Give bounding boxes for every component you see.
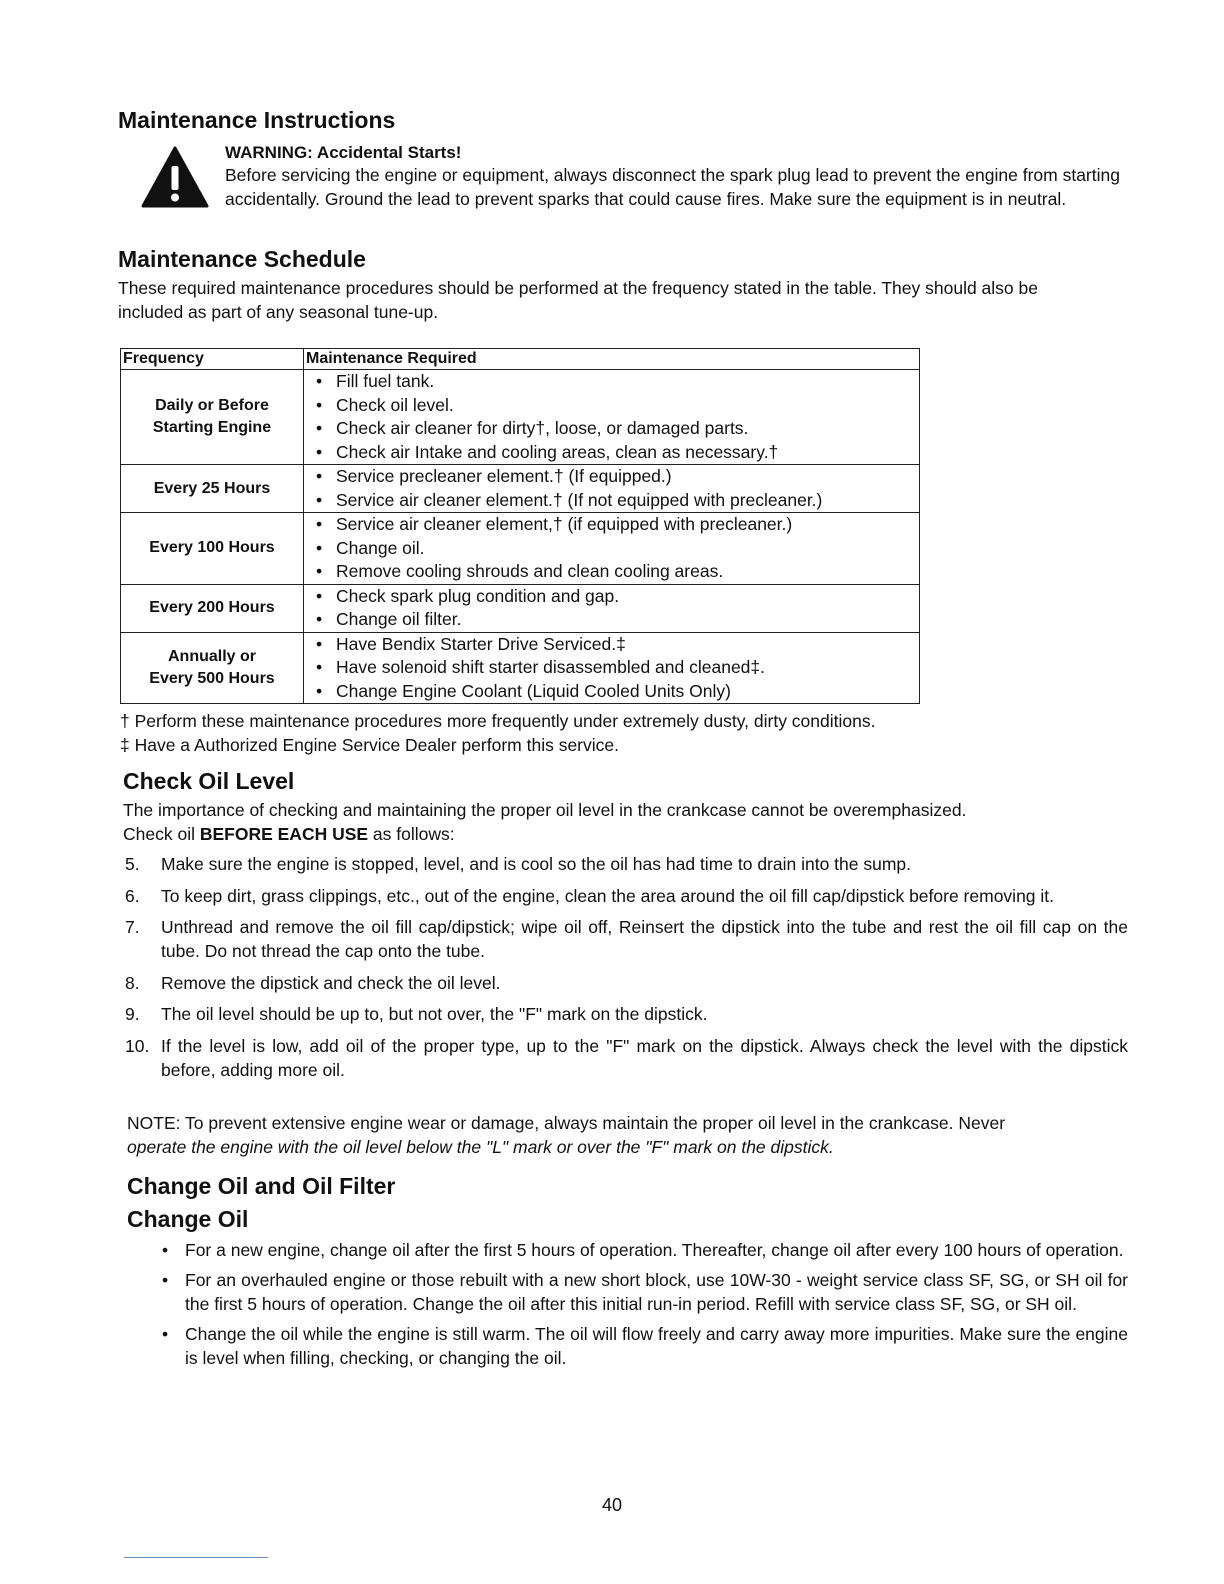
- frequency-cell: [121, 632, 304, 704]
- maintenance-list: [316, 513, 919, 584]
- maintenance-item: • Have solenoid shift starter disassembled and cleaned‡.: [316, 656, 919, 680]
- step-text: Make sure the engine is stopped, level, and is cool so the oil has had time to drain into the sump.: [161, 854, 912, 874]
- bullet-dot-icon: •: [162, 1270, 169, 1290]
- step-number: 5.: [125, 854, 140, 874]
- step-number: 9.: [125, 1004, 140, 1024]
- frequency-cell: [121, 513, 304, 585]
- frequency-cell: [121, 370, 304, 465]
- frequency-cell: [121, 584, 304, 632]
- maintenance-item: • Service air cleaner element,† (if equipped with precleaner.): [316, 513, 919, 537]
- maintenance-item: • Change Engine Coolant (Liquid Cooled Units Only): [316, 680, 919, 704]
- maintenance-instructions-heading: Maintenance Instructions: [118, 107, 396, 133]
- check-oil-intro-line1: The importance of checking and maintaining the proper oil level in the crankcase cannot be overemphasized.: [123, 800, 967, 820]
- bullet-text: Change the oil while the engine is still warm. The oil will flow freely and carry away more impurities. Make sure the engine is level when filling, checking, or changing the oil.: [185, 1324, 1128, 1368]
- table-header-row: [121, 349, 920, 370]
- frequency-text: Every 500 Hours: [149, 669, 275, 687]
- change-oil-and-filter-heading: Change Oil and Oil Filter: [127, 1173, 396, 1199]
- oil-note-line2: operate the engine with the oil level below the "L" mark or over the "F" mark on the dipstick.: [127, 1137, 834, 1157]
- change-oil-subheading: Change Oil: [127, 1206, 249, 1232]
- table-row: [121, 513, 920, 585]
- maintenance-schedule-table: [120, 348, 920, 704]
- oil-note-line1: NOTE: To prevent extensive engine wear or damage, always maintain the proper oil level in the crankcase. Never: [127, 1113, 1006, 1133]
- maintenance-item: • Check spark plug condition and gap.: [316, 585, 919, 609]
- check-oil-intro-suffix: as follows:: [368, 824, 455, 844]
- maintenance-item: • Fill fuel tank.: [316, 370, 919, 394]
- list-item: [123, 884, 1128, 908]
- maintenance-list: [316, 370, 919, 464]
- list-item: [160, 1268, 1128, 1316]
- maintenance-item: • Check oil level.: [316, 394, 919, 418]
- maintenance-list: [316, 633, 919, 704]
- page-number: 40: [601, 1495, 623, 1515]
- bullet-text: For an overhauled engine or those rebuilt with a new short block, use 10W-30 - weight service class SF, SG, or SH oil for the first 5 hours of operation. Change the oil after this initial run-in period. Refill with service class SF, SG, or SH oil.: [185, 1270, 1128, 1314]
- footnote-dagger: † Perform these maintenance procedures more frequently under extremely dusty, dirty conditions.: [120, 711, 876, 731]
- column-header-frequency: Frequency: [121, 349, 304, 370]
- step-number: 8.: [125, 972, 140, 993]
- warning-heading: WARNING: Accidental Starts!: [225, 143, 462, 162]
- maintenance-item: • Have Bendix Starter Drive Serviced.‡: [316, 633, 919, 657]
- schedule-table-body: [121, 370, 920, 704]
- step-number: 7.: [125, 917, 140, 937]
- footnote-double-dagger: ‡ Have a Authorized Engine Service Dealer perform this service.: [120, 735, 619, 755]
- step-text: Remove the dipstick and check the oil level.: [161, 972, 501, 993]
- step-number: 6.: [125, 885, 140, 906]
- frequency-text: Daily or Before: [155, 397, 269, 414]
- check-oil-level-heading: Check Oil Level: [123, 768, 295, 794]
- column-header-maintenance-required: Maintenance Required: [304, 349, 920, 370]
- list-item: [123, 1002, 1128, 1026]
- maintenance-item: • Check air cleaner for dirty†, loose, or damaged parts.: [316, 417, 919, 441]
- maintenance-cell: [304, 465, 920, 513]
- step-number: 10.: [125, 1035, 150, 1056]
- change-oil-bullets: [160, 1238, 1128, 1376]
- warning-body: Before servicing the engine or equipment, always disconnect the spark plug lead to prevent the engine from starting accidentally. Ground the lead to prevent sparks that could cause fires. Make sure the equipment is in neutral.: [225, 165, 1120, 209]
- frequency-text: Every 200 Hours: [149, 599, 275, 616]
- oil-note: [127, 1111, 1127, 1159]
- list-item: [160, 1322, 1128, 1370]
- frequency-text: Every 25 Hours: [153, 479, 271, 497]
- table-row: [121, 370, 920, 465]
- step-text: Unthread and remove the oil fill cap/dipstick; wipe oil off, Reinsert the dipstick into the tube and rest the oil fill cap on the tube. Do not thread the cap onto the tube.: [161, 917, 1128, 961]
- check-oil-steps: [123, 852, 1128, 1089]
- maintenance-item: • Remove cooling shrouds and clean cooling areas.: [316, 560, 919, 584]
- bullet-dot-icon: •: [162, 1240, 169, 1260]
- maintenance-cell: [304, 513, 920, 585]
- table-row: [121, 632, 920, 704]
- maintenance-item: • Change oil filter.: [316, 608, 919, 632]
- check-oil-intro: [123, 798, 1123, 846]
- warning-triangle-icon: [141, 146, 209, 208]
- maintenance-schedule-heading: Maintenance Schedule: [118, 246, 366, 272]
- maintenance-list: [316, 585, 919, 632]
- frequency-text: Starting Engine: [152, 419, 272, 436]
- bullet-dot-icon: •: [162, 1324, 169, 1344]
- step-text: The oil level should be up to, but not over, the "F" mark on the dipstick.: [161, 1004, 708, 1024]
- check-oil-intro-prefix: Check oil: [123, 824, 200, 844]
- step-text: If the level is low, add oil of the proper type, up to the "F" mark on the dipstick. Always check the level with the dipstick before, adding more oil.: [161, 1035, 1128, 1080]
- list-item: [123, 852, 1128, 876]
- table-row: [121, 465, 920, 513]
- frequency-text: Every 100 Hours: [149, 539, 275, 557]
- list-item: [160, 1238, 1128, 1262]
- maintenance-item: • Service air cleaner element.† (If not equipped with precleaner.): [316, 489, 919, 513]
- maintenance-item: • Change oil.: [316, 537, 919, 561]
- maintenance-cell: [304, 370, 920, 465]
- table-row: [121, 584, 920, 632]
- frequency-text: Annually or: [167, 647, 256, 665]
- maintenance-item: • Check air Intake and cooling areas, clean as necessary.†: [316, 441, 919, 465]
- maintenance-list: [316, 465, 919, 512]
- check-oil-emphasis: BEFORE EACH USE: [199, 824, 369, 844]
- step-text: To keep dirt, grass clippings, etc., out of the engine, clean the area around the oil fill cap/dipstick before removing it.: [161, 885, 1055, 906]
- frequency-cell: [121, 465, 304, 513]
- bullet-text: For a new engine, change oil after the first 5 hours of operation. Thereafter, change oil after every 100 hours of operation.: [185, 1240, 1124, 1260]
- maintenance-cell: [304, 584, 920, 632]
- list-item: [123, 1034, 1128, 1082]
- maintenance-item: • Service precleaner element.† (If equipped.): [316, 465, 919, 489]
- footer-rule: [124, 1557, 268, 1558]
- list-item: [123, 915, 1128, 963]
- schedule-intro: These required maintenance procedures should be performed at the frequency stated in the table. They should also be included as part of any seasonal tune-up.: [118, 278, 1038, 322]
- maintenance-cell: [304, 632, 920, 704]
- list-item: [123, 971, 1128, 995]
